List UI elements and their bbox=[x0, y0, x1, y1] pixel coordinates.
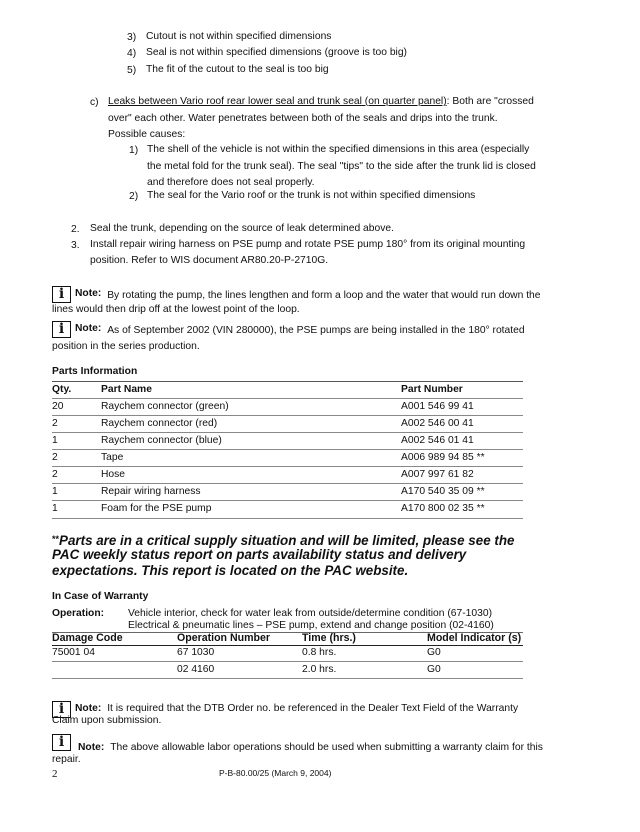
qty-cell: 1 bbox=[52, 435, 58, 446]
item-c-heading: Leaks between Vario roof rear lower seal and trunk seal (on quarter panel) bbox=[108, 96, 447, 107]
col-header-time: Time (hrs.) bbox=[302, 632, 356, 644]
note-text: By rotating the pump, the lines lengthen and form a loop and the water that would run down the bbox=[107, 290, 541, 301]
part-name-cell: Raychem connector (green) bbox=[101, 401, 229, 412]
table-rule bbox=[52, 500, 523, 501]
cause-line: The shell of the vehicle is not within the specified dimensions in this area (especially bbox=[147, 144, 530, 155]
note-text: Claim upon submission. bbox=[52, 715, 162, 726]
col-header-qty: Qty. bbox=[52, 384, 72, 395]
qty-cell: 1 bbox=[52, 486, 58, 497]
table-rule bbox=[52, 466, 523, 467]
part-number-cell: A006 989 94 85 ** bbox=[401, 452, 485, 463]
time-cell: 2.0 hrs. bbox=[302, 664, 337, 675]
operation-line: Vehicle interior, check for water leak from outside/determine condition (67-1030) bbox=[128, 608, 493, 619]
list-item: Seal is not within specified dimensions (groove is too big) bbox=[146, 47, 407, 58]
list-item: The fit of the cutout to the seal is too big bbox=[146, 64, 329, 75]
cause-number: 1) bbox=[129, 145, 139, 156]
parts-title: Parts Information bbox=[52, 366, 138, 377]
table-rule bbox=[52, 678, 523, 679]
item-c-heading-suffix: : Both are "crossed bbox=[446, 96, 534, 107]
table-rule bbox=[52, 483, 523, 484]
list-number: 4) bbox=[127, 48, 137, 59]
step-number: 2. bbox=[71, 224, 80, 235]
note-label: Note: bbox=[75, 703, 102, 714]
part-name-cell: Raychem connector (blue) bbox=[101, 435, 222, 446]
part-number-cell: A002 546 00 41 bbox=[401, 418, 474, 429]
note-label: Note: bbox=[78, 742, 105, 753]
note-text: lines would then drip off at the lowest point of the loop. bbox=[52, 304, 300, 315]
part-name-cell: Tape bbox=[101, 452, 124, 463]
note-text: The above allowable labor operations should be used when submitting a warranty claim for this bbox=[110, 742, 543, 753]
qty-cell: 20 bbox=[52, 401, 64, 412]
part-number-cell: A170 800 02 35 ** bbox=[401, 503, 485, 514]
operation-number-cell: 67 1030 bbox=[177, 647, 215, 658]
operation-number-cell: 02 4160 bbox=[177, 664, 215, 675]
part-name-cell: Hose bbox=[101, 469, 126, 480]
document-reference: P-B-80.00/25 (March 9, 2004) bbox=[219, 768, 332, 778]
step-number: 3. bbox=[71, 240, 80, 251]
operation-label: Operation: bbox=[52, 608, 105, 619]
step-text: position. Refer to WIS document AR80.20-P-2710G. bbox=[90, 255, 329, 266]
list-item: Cutout is not within specified dimensions bbox=[146, 31, 332, 42]
part-number-cell: A002 546 01 41 bbox=[401, 435, 474, 446]
time-cell: 0.8 hrs. bbox=[302, 647, 337, 658]
table-rule bbox=[52, 449, 523, 450]
info-icon: i bbox=[52, 734, 71, 751]
warranty-title: In Case of Warranty bbox=[52, 591, 149, 602]
qty-cell: 2 bbox=[52, 469, 58, 480]
item-c-line3: Possible causes: bbox=[108, 129, 186, 140]
note-text: position in the series production. bbox=[52, 341, 200, 352]
cause-number: 2) bbox=[129, 191, 139, 202]
double-asterisk: ** bbox=[52, 534, 60, 544]
table-rule bbox=[52, 381, 523, 382]
page-number: 2 bbox=[52, 768, 58, 780]
info-icon: i bbox=[52, 286, 71, 303]
table-rule bbox=[52, 432, 523, 433]
note-label: Note: bbox=[75, 288, 102, 299]
part-name-cell: Raychem connector (red) bbox=[101, 418, 218, 429]
info-icon: i bbox=[52, 321, 71, 338]
table-rule bbox=[52, 518, 523, 519]
list-number: 5) bbox=[127, 65, 137, 76]
note-text: repair. bbox=[52, 754, 81, 765]
model-indicator-cell: G0 bbox=[427, 647, 441, 658]
info-icon: i bbox=[52, 701, 71, 718]
table-rule bbox=[52, 645, 523, 646]
operation-line: Electrical & pneumatic lines – PSE pump, extend and change position (02-4160) bbox=[128, 620, 494, 631]
damage-code-cell: 75001 04 bbox=[52, 647, 95, 658]
notice-line: expectations. This report is located on the PAC website. bbox=[52, 563, 409, 578]
model-indicator-cell: G0 bbox=[427, 664, 441, 675]
notice-line: Parts are in a critical supply situation and will be limited, please see the bbox=[59, 533, 515, 548]
step-text: Seal the trunk, depending on the source of leak determined above. bbox=[90, 223, 394, 234]
col-header-model-indicator: Model Indicator (s) bbox=[427, 632, 522, 644]
qty-cell: 1 bbox=[52, 503, 58, 514]
cause-line: The seal for the Vario roof or the trunk is not within specified dimensions bbox=[147, 190, 476, 201]
item-letter: c) bbox=[90, 97, 99, 108]
part-number-cell: A170 540 35 09 ** bbox=[401, 486, 485, 497]
list-number: 3) bbox=[127, 32, 137, 43]
col-header-part-number: Part Number bbox=[401, 384, 463, 395]
part-number-cell: A007 997 61 82 bbox=[401, 469, 474, 480]
cause-line: and therefore does not seal properly. bbox=[147, 177, 315, 188]
item-c-line2: over" each other. Water penetrates between both of the seals and drips into the trunk. bbox=[108, 113, 498, 124]
step-text: Install repair wiring harness on PSE pump and rotate PSE pump 180° from its original mounting bbox=[90, 239, 526, 250]
part-name-cell: Repair wiring harness bbox=[101, 486, 201, 497]
qty-cell: 2 bbox=[52, 418, 58, 429]
cause-line: the metal fold for the trunk seal). The seal "tips" to the side after the trunk lid is closed bbox=[147, 161, 536, 172]
table-rule bbox=[52, 415, 523, 416]
note-label: Note: bbox=[75, 323, 102, 334]
table-rule bbox=[52, 398, 523, 399]
col-header-part-name: Part Name bbox=[101, 384, 152, 395]
note-text: It is required that the DTB Order no. be referenced in the Dealer Text Field of the Warranty bbox=[107, 703, 519, 714]
table-rule bbox=[52, 661, 523, 662]
note-text: As of September 2002 (VIN 280000), the PSE pumps are being installed in the 180° rotated bbox=[107, 325, 525, 336]
col-header-damage-code: Damage Code bbox=[52, 632, 123, 644]
notice-line: PAC weekly status report on parts availability status and delivery bbox=[52, 547, 467, 562]
item-c-line1 bbox=[108, 95, 534, 109]
part-name-cell: Foam for the PSE pump bbox=[101, 503, 212, 514]
qty-cell: 2 bbox=[52, 452, 58, 463]
col-header-operation-number: Operation Number bbox=[177, 632, 271, 644]
part-number-cell: A001 546 99 41 bbox=[401, 401, 474, 412]
